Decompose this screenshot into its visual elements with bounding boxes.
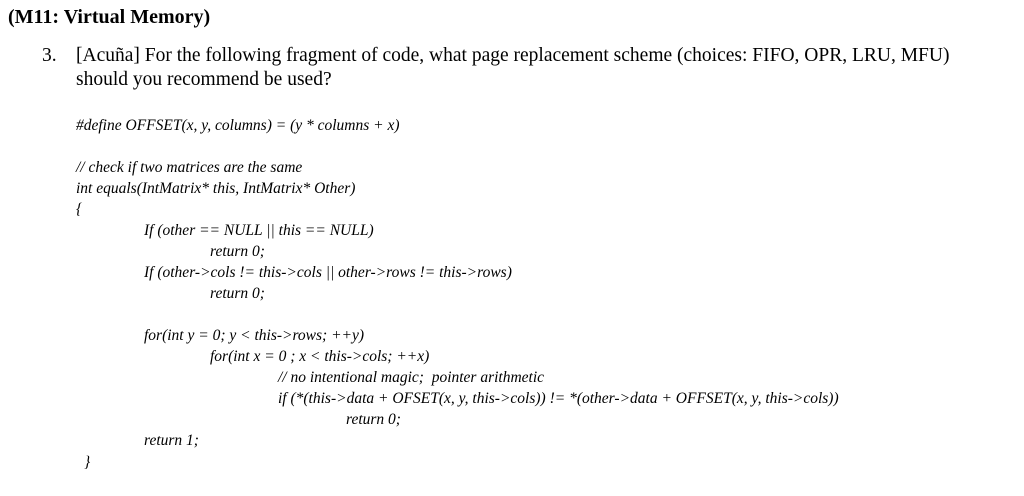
code-return-0: return 0;	[210, 285, 265, 302]
code-comment-line: // check if two matrices are the same	[76, 159, 303, 176]
code-inner-loop: for(int x = 0 ; x < this->cols; ++x)	[210, 348, 430, 365]
code-return-1: return 1;	[144, 432, 199, 449]
code-function-signature: int equals(IntMatrix* this, IntMatrix* Other)	[76, 180, 356, 197]
code-return-0: return 0;	[210, 243, 265, 260]
code-compare-line: if (*(this->data + OFSET(x, y, this->cols)) != *(other->data + OFFSET(x, y, this->cols))	[278, 390, 839, 407]
question-number: 3.	[42, 45, 57, 66]
question-text	[76, 44, 1016, 92]
code-return-0: return 0;	[346, 411, 401, 428]
question-line-2: should you recommend be used?	[76, 69, 332, 90]
code-define-line: #define OFFSET(x, y, columns) = (y * columns + x)	[76, 117, 400, 134]
code-null-check: If (other == NULL || this == NULL)	[144, 222, 374, 239]
code-loop-comment: // no intentional magic; pointer arithmetic	[278, 369, 545, 386]
code-size-check: If (other->cols != this->cols || other->rows != this->rows)	[144, 264, 512, 281]
code-outer-loop: for(int y = 0; y < this->rows; ++y)	[144, 327, 365, 344]
code-close-brace: }	[84, 454, 91, 471]
question-line-1: [Acuña] For the following fragment of code, what page replacement scheme (choices: FIFO, OPR, LRU, MFU)	[76, 45, 950, 66]
section-title: (M11: Virtual Memory)	[8, 6, 211, 28]
code-open-brace: {	[76, 201, 83, 218]
